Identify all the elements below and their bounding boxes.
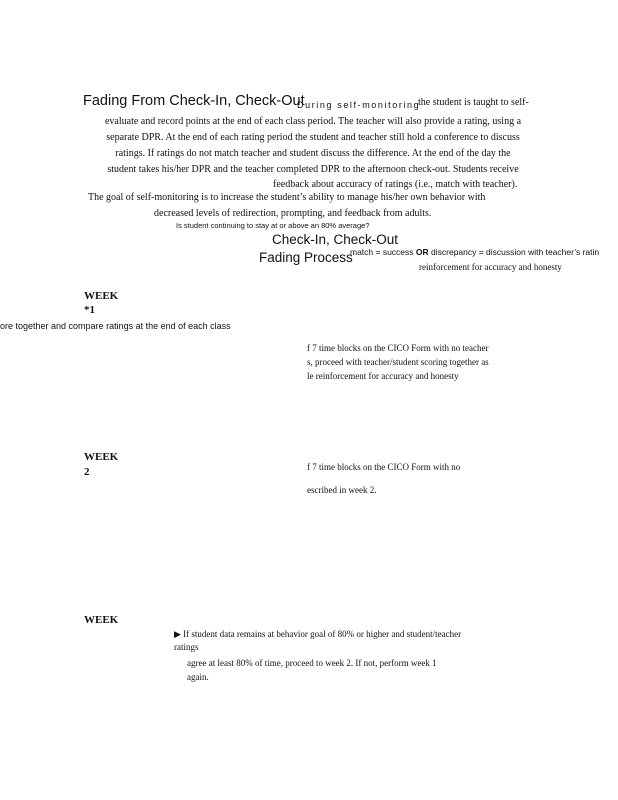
week2-label-bottom: 2 — [84, 466, 90, 478]
week1-line: f 7 time blocks on the CICO Form with no teacher — [307, 343, 489, 353]
page-title: Fading From Check-In, Check-Out — [83, 93, 305, 109]
week3-line2: ratings — [174, 642, 199, 652]
question-text: Is student continuing to stay at or above an 80% average? — [176, 221, 370, 230]
week3-line1-text: If student data remains at behavior goal of 80% or higher and student/teacher — [180, 629, 462, 639]
week3-line1 — [174, 629, 461, 640]
paragraph-line: separate DPR. At the end of each rating period the student and teacher still hold a conference to discuss — [106, 132, 520, 143]
week2-line: f 7 time blocks on the CICO Form with no — [307, 462, 461, 472]
week2-line: escribed in week 2. — [307, 485, 377, 495]
match-note-line2: reinforcement for accuracy and honesty — [419, 262, 562, 272]
match-note-prefix: match = success — [350, 247, 416, 257]
paragraph-line: feedback about accuracy of ratings (i.e., match with teacher). — [273, 179, 518, 190]
lead-rest-text: the student is taught to self- — [418, 97, 529, 108]
week2-label-top: WEEK — [84, 451, 119, 463]
cico-title-line1: Check-In, Check-Out — [272, 232, 399, 247]
week3-label: WEEK — [84, 614, 119, 626]
play-arrow-icon: ▶ — [174, 629, 181, 639]
paragraph-line: ratings. If ratings do not match teacher and student discuss the difference. At the end of the day the — [115, 148, 511, 159]
week1-label-bottom: *1 — [84, 304, 95, 316]
paragraph-line: student takes his/her DPR and the teacher completed DPR to the afternoon check-out. Students receive — [107, 164, 519, 175]
cico-title-line2: Fading Process — [259, 250, 353, 265]
week1-label-top: WEEK — [84, 290, 119, 302]
paragraph-line: The goal of self-monitoring is to increase the student’s ability to manage his/her own behavior with — [88, 192, 486, 203]
week1-line: s, proceed with teacher/student scoring together as — [307, 357, 489, 367]
week1-line: le reinforcement for accuracy and honesty — [307, 371, 459, 381]
match-note-suffix: discrepancy = discussion with teacher’s ratin — [428, 247, 600, 257]
week3-line3: agree at least 80% of time, proceed to week 2. If not, perform week 1 — [187, 658, 437, 668]
week3-line4: again. — [187, 672, 209, 682]
paragraph-line: evaluate and record points at the end of each class period. The teacher will also provide a rating, using a — [104, 116, 522, 127]
week1-cut-text: ore together and compare ratings at the end of each class — [0, 321, 231, 331]
lead-spaced-text: During self-monitoring — [297, 100, 421, 110]
match-note — [350, 247, 599, 257]
paragraph-line: decreased levels of redirection, prompting, and feedback from adults. — [154, 208, 432, 219]
match-note-or: OR — [415, 247, 429, 257]
